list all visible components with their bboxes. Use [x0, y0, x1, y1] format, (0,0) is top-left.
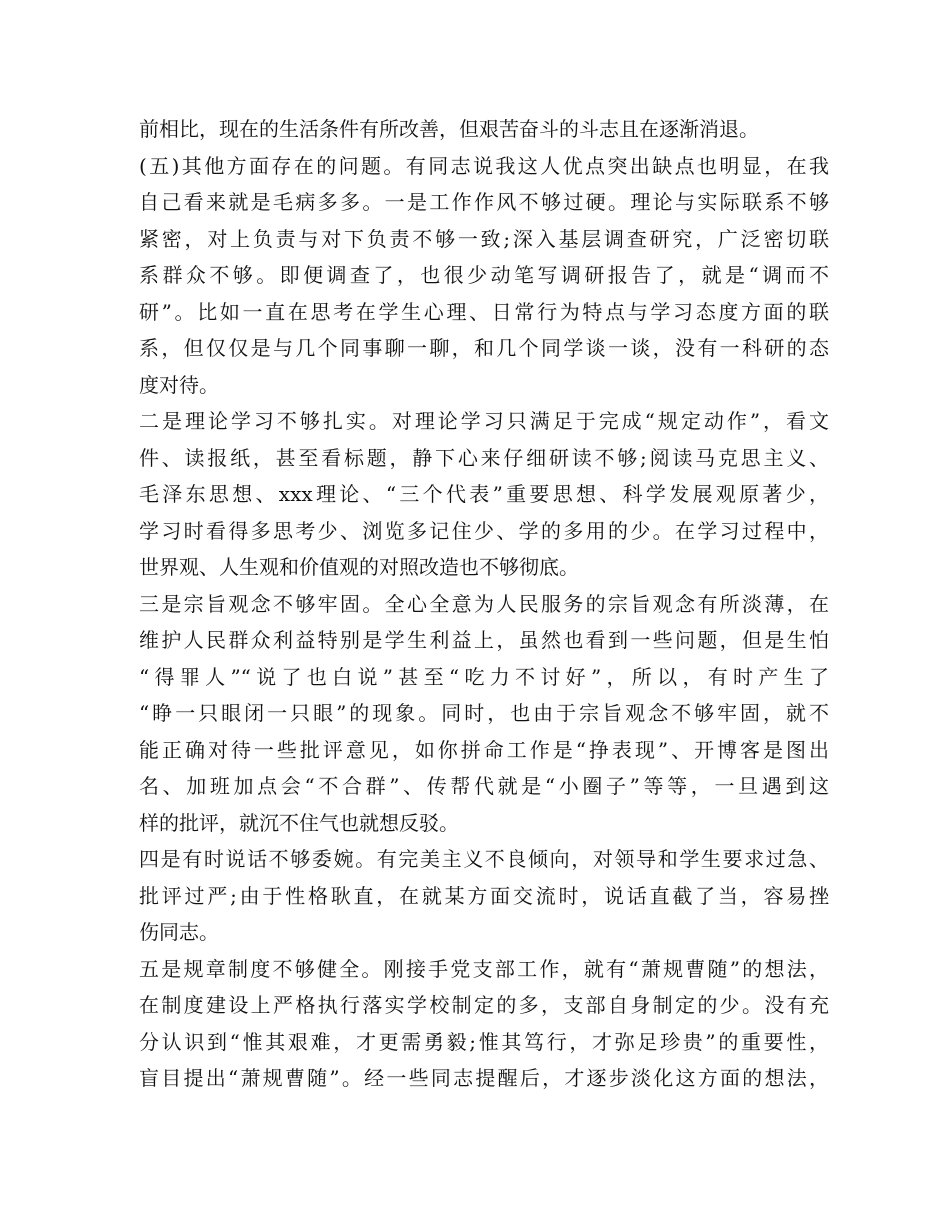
text-line: 能正确对待一些批评意见，如你拼命工作是“挣表现”、开博客是图出	[139, 737, 829, 762]
text-line: 系，但仅仅是与几个同事聊一聊，和几个同学谈一谈，没有一科研的态	[139, 336, 829, 360]
text-line: 紧密，对上负责与对下负责不够一致;深入基层调查研究，广泛密切联	[139, 226, 829, 251]
text-line: 度对待。	[139, 372, 219, 397]
text-line: 二是理论学习不够扎实。对理论学习只满足于完成“规定动作”，看文	[139, 409, 829, 433]
text-line: 自己看来就是毛病多多。一是工作作风不够过硬。理论与实际联系不够	[139, 190, 829, 214]
text-line: 三是宗旨观念不够牢固。全心全意为人民服务的宗旨观念有所淡薄，在	[139, 591, 829, 616]
text-line: 件、读报纸，甚至看标题，静下心来仔细研读不够;阅读马克思主义、	[139, 445, 829, 470]
text-line: 世界观、人生观和价值观的对照改造也不够彻底。	[139, 555, 579, 579]
text-line: (五)其他方面存在的问题。有同志说我这人优点突出缺点也明显，在我	[139, 153, 829, 178]
text-line: 名、加班加点会“不合群”、传帮代就是“小圈子”等等，一旦遇到这	[139, 774, 829, 798]
text-line: 五是规章制度不够健全。刚接手党支部工作，就有“萧规曹随”的想法，	[139, 956, 829, 981]
document-body	[139, 111, 829, 1097]
text-line: 分认识到“惟其艰难，才更需勇毅;惟其笃行，才弥足珍贵”的重要性，	[139, 1029, 829, 1054]
text-line: 毛泽东思想、xxx理论、“三个代表”重要思想、科学发展观原著少，	[139, 482, 829, 506]
text-line: 批评过严;由于性格耿直，在就某方面交流时，说话直截了当，容易挫	[139, 883, 829, 908]
text-line: 四是有时说话不够委婉。有完美主义不良倾向，对领导和学生要求过急、	[139, 847, 829, 871]
text-line: 在制度建设上严格执行落实学校制定的多，支部自身制定的少。没有充	[139, 993, 829, 1017]
text-line: 前相比，现在的生活条件有所改善，但艰苦奋斗的斗志且在逐渐消退。	[139, 117, 759, 141]
text-line: “睁一只眼闭一只眼”的现象。同时，也由于宗旨观念不够牢固，就不	[139, 701, 829, 725]
text-line: 盲目提出“萧规曹随”。经一些同志提醒后，才逐步淡化这方面的想法，	[139, 1066, 829, 1090]
text-line: 学习时看得多思考少、浏览多记住少、学的多用的少。在学习过程中，	[139, 518, 829, 543]
text-line: 样的批评，就沉不住气也就想反驳。	[139, 810, 459, 835]
text-line: 维护人民群众利益特别是学生利益上，虽然也看到一些问题，但是生怕	[139, 628, 829, 652]
text-line: 系群众不够。即便调查了，也很少动笔写调研报告了，就是“调而不	[139, 263, 829, 287]
text-line: “得罪人”“说了也白说”甚至“吃力不讨好”，所以，有时产生了	[139, 664, 829, 689]
text-line: 伤同志。	[139, 920, 219, 944]
text-line: 研”。比如一直在思考在学生心理、日常行为特点与学习态度方面的联	[139, 299, 829, 324]
